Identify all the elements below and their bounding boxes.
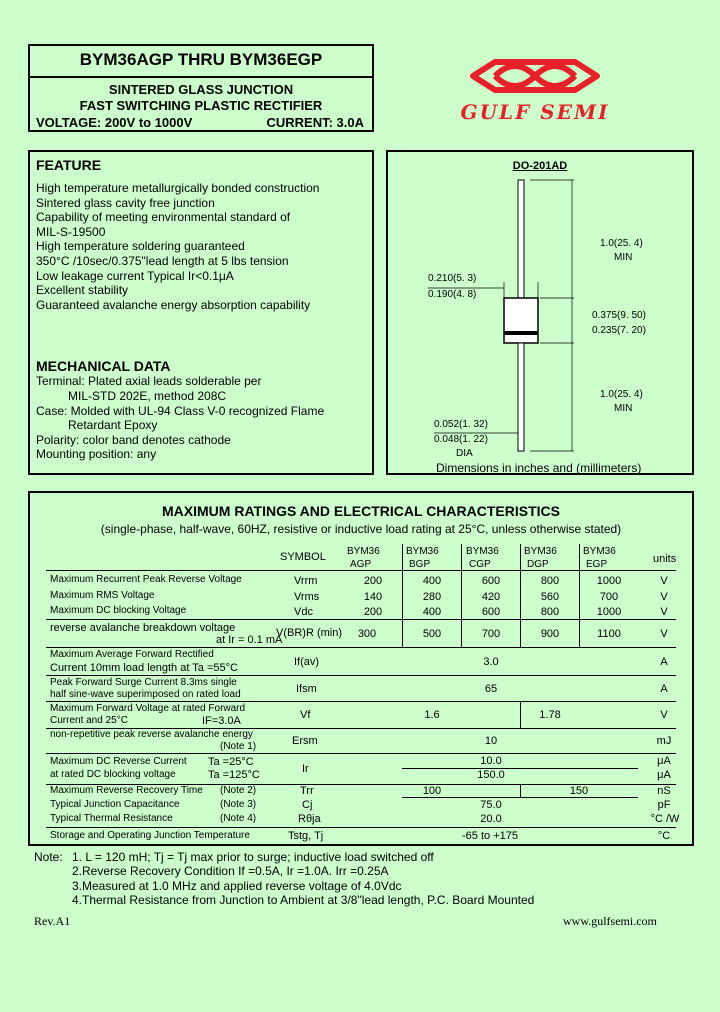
lead-length-top-min: MIN: [614, 252, 633, 263]
ratings-box: [28, 491, 694, 846]
col-divider: [461, 544, 462, 647]
col-model-bot: EGP: [586, 559, 608, 570]
feature-item: Guaranteed avalanche energy absorption capability: [36, 298, 311, 312]
row-unit: V: [660, 709, 668, 721]
row-value: 600: [481, 575, 501, 587]
mechanical-item: Polarity: color band denotes cathode: [36, 433, 231, 447]
logo-brand-text: GULF SEMI: [460, 100, 610, 124]
row-symbol: V(BR)R (min): [276, 627, 342, 639]
col-model-top: BYM36: [466, 546, 499, 557]
row-value: 400: [422, 575, 442, 587]
row-value: 75.0: [480, 799, 502, 811]
col-model-top: BYM36: [347, 546, 380, 557]
col-divider: [520, 544, 521, 647]
row-divider: [402, 797, 638, 798]
row-label: Current and 25°C: [50, 715, 128, 726]
row-value: 280: [422, 591, 442, 603]
row-unit: V: [660, 575, 668, 587]
row-value: 1.78: [539, 709, 561, 721]
col-model-top: BYM36: [406, 546, 439, 557]
row-value: 800: [540, 575, 560, 587]
row-label: Ta =25°C: [208, 756, 254, 768]
row-symbol: Ersm: [292, 735, 318, 747]
row-value: 1000: [596, 606, 622, 618]
col-model-bot: AGP: [350, 559, 372, 570]
row-symbol: If(av): [294, 656, 320, 668]
row-value: 140: [363, 591, 383, 603]
row-value: 400: [422, 606, 442, 618]
row-label: Maximum DC Reverse Current: [50, 756, 187, 767]
row-value: 1100: [597, 628, 621, 640]
ir-sub-divider: [402, 768, 638, 769]
row-value: 150: [569, 785, 589, 797]
lead-length-top: 1.0(25. 4): [600, 238, 643, 249]
row-unit: V: [660, 606, 668, 618]
row-divider: [46, 647, 676, 648]
mechanical-title: MECHANICAL DATA: [36, 358, 171, 374]
top-lead: [518, 180, 524, 304]
row-note: (Note 2): [220, 785, 257, 796]
mechanical-item: Mounting position: any: [36, 447, 157, 461]
row-label: Maximum Forward Voltage at rated Forward: [50, 703, 246, 714]
row-divider: [46, 753, 676, 754]
row-value: 300: [357, 628, 377, 640]
row-label: Maximum Reverse Recovery Time: [50, 785, 203, 796]
row-value: 700: [599, 591, 619, 603]
header-line2: FAST SWITCHING PLASTIC RECTIFIER: [79, 98, 323, 113]
col-divider: [520, 701, 521, 728]
row-symbol: Ifsm: [296, 683, 317, 695]
website-link[interactable]: www.gulfsemi.com: [563, 914, 657, 928]
col-model-top: BYM36: [583, 546, 616, 557]
row-symbol: Ir: [302, 763, 309, 775]
body-length-max: 0.375(9. 50): [592, 310, 646, 321]
row-divider: [46, 570, 676, 571]
lead-dia-label: DIA: [456, 448, 473, 459]
row-value: 700: [481, 628, 501, 640]
feature-box: [28, 150, 374, 475]
col-model-top: BYM36: [524, 546, 557, 557]
lead-length-bottom: 1.0(25. 4): [600, 389, 643, 400]
lead-dia-min: 0.048(1. 22): [434, 434, 488, 445]
note-item: 2.Reverse Recovery Condition If =0.5A, Ir =1.0A. Irr =0.25A: [72, 864, 389, 878]
revision-label: Rev.A1: [34, 914, 71, 928]
lead-length-bottom-min: MIN: [614, 403, 633, 414]
row-unit: mJ: [656, 735, 672, 747]
note-item: 1. L = 120 mH; Tj = Tj max prior to surge; inductive load switched off: [72, 850, 434, 864]
row-unit: nS: [657, 785, 671, 797]
package-name: DO-201AD: [512, 160, 568, 172]
package-box: [386, 150, 694, 475]
row-label: Storage and Operating Junction Temperature: [50, 830, 250, 841]
row-unit: A: [660, 683, 668, 695]
row-unit: pF: [657, 799, 671, 811]
row-value: 20.0: [480, 813, 502, 825]
row-symbol: Vf: [300, 709, 311, 721]
row-value: 65: [484, 683, 498, 695]
row-symbol: Rθja: [298, 813, 321, 825]
row-label: Maximum DC blocking Voltage: [50, 605, 187, 616]
row-value: 500: [422, 628, 442, 640]
header-box: [28, 44, 374, 132]
col-units-header: units: [653, 553, 677, 565]
col-model-bot: CGP: [469, 559, 491, 570]
row-unit: °C: [657, 830, 671, 842]
part-range-title: BYM36AGP THRU BYM36EGP: [79, 50, 323, 69]
row-unit: A: [660, 656, 668, 668]
row-label: half sine-wave superimposed on rated load: [50, 689, 241, 700]
row-value: 200: [363, 606, 383, 618]
row-symbol: Vrms: [294, 591, 320, 603]
feature-item: Sintered glass cavity free junction: [36, 196, 215, 210]
body-dia-max: 0.210(5. 3): [428, 273, 477, 284]
col-symbol-header: SYMBOL: [280, 551, 326, 563]
feature-item: MIL-S-19500: [36, 225, 106, 239]
col-divider: [579, 544, 580, 647]
note-item: 4.Thermal Resistance from Junction to Ambient at 3/8"lead length, P.C. Board Mounted: [72, 893, 535, 907]
col-model-bot: DGP: [527, 559, 549, 570]
row-value: 560: [540, 591, 560, 603]
header-line1: SINTERED GLASS JUNCTION: [108, 82, 294, 97]
cathode-band: [504, 331, 538, 335]
row-value: 1000: [596, 575, 622, 587]
row-label: Current 10mm load length at Ta =55°C: [50, 662, 238, 674]
company-logo: [455, 50, 615, 130]
row-value: 3.0: [483, 656, 499, 668]
row-value: 200: [363, 575, 383, 587]
col-divider: [520, 784, 521, 797]
row-label: at rated DC blocking voltage: [50, 769, 176, 780]
row-value: 1.6: [424, 709, 440, 721]
note-item: 3.Measured at 1.0 MHz and applied reverse voltage of 4.0Vdc: [72, 879, 402, 893]
row-value: 10.0: [480, 755, 502, 767]
feature-title: FEATURE: [36, 157, 102, 173]
row-value: 420: [481, 591, 501, 603]
body-dia-min: 0.190(4. 8): [428, 289, 477, 300]
col-model-bot: BGP: [409, 559, 431, 570]
row-value: -65 to +175: [462, 830, 518, 842]
row-unit: μA: [657, 755, 671, 767]
feature-item: High temperature soldering guaranteed: [36, 239, 245, 253]
row-label: Peak Forward Surge Current 8.3ms single: [50, 677, 237, 688]
row-label: (Note 1): [220, 741, 257, 752]
row-divider: [46, 827, 676, 828]
row-label: at Ir = 0.1 mA: [216, 634, 283, 646]
diode-body: [504, 298, 538, 343]
ratings-title: MAXIMUM RATINGS AND ELECTRICAL CHARACTERISTICS: [162, 503, 560, 519]
row-value: 150.0: [477, 769, 505, 781]
ratings-subtitle: (single-phase, half-wave, 60HZ, resistive or inductive load rating at 25°C, unless otherwise stated): [100, 522, 622, 536]
dimensions-caption: Dimensions in inches and (millimeters): [436, 461, 642, 475]
feature-item: High temperature metallurgically bonded construction: [36, 181, 320, 195]
voltage-rating: VOLTAGE: 200V to 1000V: [36, 115, 193, 130]
row-unit: V: [660, 628, 668, 640]
row-note: (Note 4): [220, 813, 257, 824]
feature-item: Excellent stability: [36, 283, 129, 297]
current-rating: CURRENT: 3.0A: [266, 115, 364, 130]
row-unit: °C /W: [650, 813, 680, 825]
row-label: IF=3.0A: [202, 715, 241, 727]
header-divider: [30, 76, 372, 78]
bottom-lead: [518, 343, 524, 451]
logo-mark-icon: [455, 50, 615, 102]
row-symbol: Vrrm: [294, 575, 318, 587]
row-label: non-repetitive peak reverse avalanche energy: [50, 729, 253, 740]
row-label: Ta =125°C: [208, 769, 260, 781]
lead-dia-max: 0.052(1. 32): [434, 419, 488, 430]
row-label: Typical Thermal Resistance: [50, 813, 173, 824]
col-divider: [402, 544, 403, 647]
row-value: 900: [540, 628, 560, 640]
feature-item: Low leakage current Typical Ir<0.1μA: [36, 269, 234, 283]
row-label: Maximum RMS Voltage: [50, 590, 155, 601]
row-label: Maximum Average Forward Rectified: [50, 649, 214, 660]
row-symbol: Tstg, Tj: [288, 830, 324, 842]
row-label: Typical Junction Capacitance: [50, 799, 180, 810]
row-value: 10: [484, 735, 498, 747]
notes-label: Note:: [34, 850, 63, 864]
row-symbol: Cj: [302, 799, 313, 811]
mechanical-item: MIL-STD 202E, method 208C: [68, 389, 227, 403]
row-value: 600: [481, 606, 501, 618]
feature-item: 350°C /10sec/0.375"lead length at 5 lbs tension: [36, 254, 289, 268]
row-unit: V: [660, 591, 668, 603]
row-value: 800: [540, 606, 560, 618]
row-note: (Note 3): [220, 799, 257, 810]
row-divider: [46, 675, 676, 676]
row-value: 100: [422, 785, 442, 797]
mechanical-item: Retardant Epoxy: [68, 418, 158, 432]
feature-item: Capability of meeting environmental standard of: [36, 210, 291, 224]
row-divider: [46, 619, 676, 620]
row-label: Maximum Recurrent Peak Reverse Voltage: [50, 574, 242, 585]
row-symbol: Vdc: [294, 606, 313, 618]
mechanical-item: Case: Molded with UL-94 Class V-0 recognized Flame: [36, 404, 325, 418]
row-symbol: Trr: [300, 785, 314, 797]
row-label: reverse avalanche breakdown voltage: [50, 622, 236, 634]
row-divider: [46, 701, 676, 702]
mechanical-item: Terminal: Plated axial leads solderable per: [36, 374, 262, 388]
row-unit: μA: [657, 769, 671, 781]
body-length-min: 0.235(7. 20): [592, 325, 646, 336]
